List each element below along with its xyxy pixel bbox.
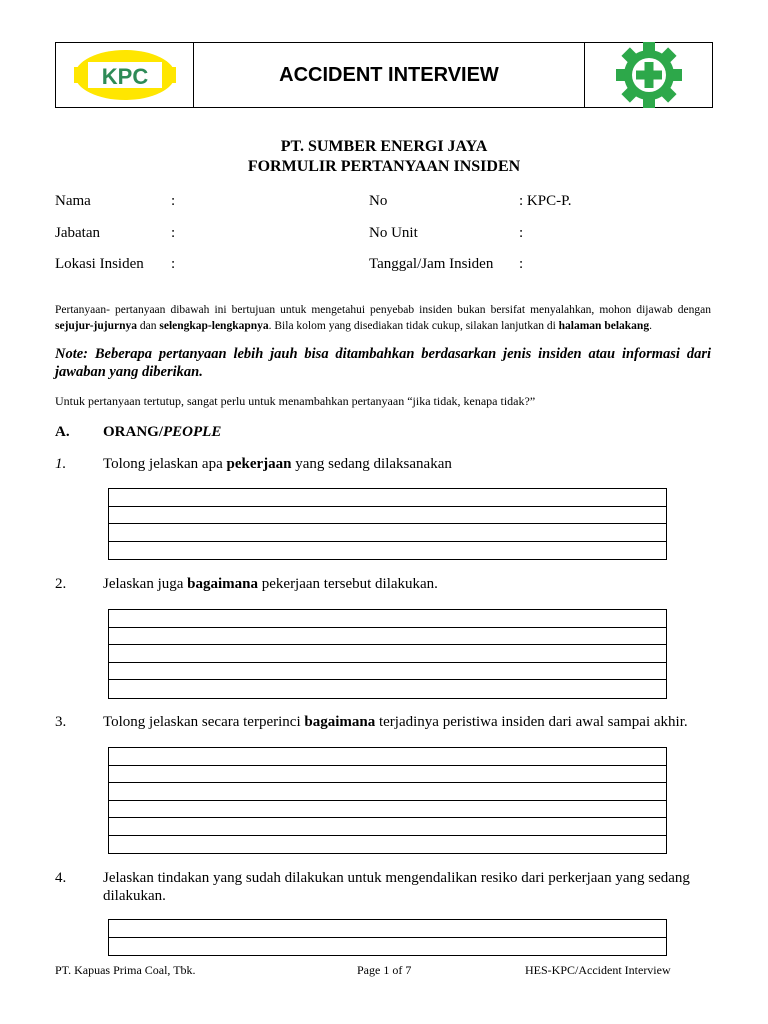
answer-line[interactable] xyxy=(109,628,666,646)
answer-line[interactable] xyxy=(109,801,666,819)
answer-box-3[interactable] xyxy=(108,747,667,854)
note-paragraph: Note: Beberapa pertanyaan lebih jauh bisa ditambahkan berdasarkan jenis insiden atau informasi dari jawaban yang diberikan. xyxy=(55,346,711,380)
question-3-post: terjadinya peristiwa insiden dari awal sampai akhir. xyxy=(375,714,688,730)
field-no-unit-label: No Unit xyxy=(369,225,418,241)
intro-text-2: dan xyxy=(137,320,160,332)
field-nama-sep: : xyxy=(171,193,176,209)
answer-line[interactable] xyxy=(109,766,666,784)
question-2-text xyxy=(103,575,711,593)
document-title: ACCIDENT INTERVIEW xyxy=(194,43,585,107)
answer-line[interactable] xyxy=(109,783,666,801)
answer-line[interactable] xyxy=(109,836,666,854)
safety-cross-gear-icon xyxy=(615,41,683,109)
question-4-text: Jelaskan tindakan yang sudah dilakukan untuk mengendalikan resiko dari perkerjaan yang sedang dilakukan. xyxy=(103,870,690,904)
answer-line[interactable] xyxy=(109,645,666,663)
logo-text: KPC xyxy=(101,64,148,89)
document-header xyxy=(55,42,713,108)
answer-line[interactable] xyxy=(109,489,666,507)
intro-bold-3: halaman belakang xyxy=(558,320,650,332)
field-tanggal-sep: : xyxy=(519,256,524,272)
question-3-bold: bagaimana xyxy=(304,714,376,730)
intro-text-1: Pertanyaan- pertanyaan dibawah ini bertujuan untuk mengetahui penyebab insiden bukan bersifat menyalahkan, mohon dijawab dengan xyxy=(55,304,711,316)
intro-text-4: . xyxy=(649,320,652,332)
question-2-number: 2. xyxy=(55,576,67,592)
intro-bold-1: sejujur-jujurnya xyxy=(55,320,137,332)
safety-cell xyxy=(585,43,712,107)
footer-doc-code: HES-KPC/Accident Interview xyxy=(525,963,671,977)
answer-line[interactable] xyxy=(109,920,666,938)
closed-question-hint: Untuk pertanyaan tertutup, sangat perlu untuk menambahkan pertanyaan “jika tidak, kenapa tidak?” xyxy=(55,394,536,408)
form-title: FORMULIR PERTANYAAN INSIDEN xyxy=(247,158,521,175)
section-letter: A. xyxy=(55,424,70,440)
section-title-text: ORANG/ xyxy=(103,424,163,440)
field-nama-label: Nama xyxy=(55,193,91,209)
section-title xyxy=(103,424,221,441)
question-3-pre: Tolong jelaskan secara terperinci xyxy=(103,714,305,730)
answer-line[interactable] xyxy=(109,610,666,628)
answer-line[interactable] xyxy=(109,663,666,681)
question-2-pre: Jelaskan juga xyxy=(103,576,188,592)
answer-line[interactable] xyxy=(109,818,666,836)
answer-line[interactable] xyxy=(109,542,666,560)
field-no-unit-sep: : xyxy=(519,225,524,241)
company-heading xyxy=(0,137,768,177)
field-jabatan-sep: : xyxy=(171,225,176,241)
kpc-logo xyxy=(74,49,176,101)
intro-paragraph xyxy=(55,302,711,334)
footer-company: PT. Kapuas Prima Coal, Tbk. xyxy=(55,963,196,977)
field-no-value: : KPC-P. xyxy=(519,193,572,209)
field-tanggal-label: Tanggal/Jam Insiden xyxy=(369,256,494,272)
answer-line[interactable] xyxy=(109,680,666,698)
question-3-text xyxy=(103,713,711,731)
question-1-bold: pekerjaan xyxy=(226,456,292,472)
field-jabatan-label: Jabatan xyxy=(55,225,100,241)
question-4-number: 4. xyxy=(55,870,67,886)
field-no-label: No xyxy=(369,193,388,209)
logo-cell xyxy=(56,43,194,107)
question-2-bold: bagaimana xyxy=(187,576,258,592)
field-lokasi-sep: : xyxy=(171,256,176,272)
question-3-number: 3. xyxy=(55,714,67,730)
answer-box-4[interactable] xyxy=(108,919,667,956)
question-2-post: pekerjaan tersebut dilakukan. xyxy=(258,576,438,592)
question-1-post: yang sedang dilaksanakan xyxy=(291,456,452,472)
answer-box-2[interactable] xyxy=(108,609,667,699)
section-title-italic: PEOPLE xyxy=(163,424,222,440)
field-lokasi-label: Lokasi Insiden xyxy=(55,256,144,272)
footer-page-number: Page 1 of 7 xyxy=(357,963,412,977)
intro-text-3: . Bila kolom yang disediakan tidak cukup, silakan lanjutkan di xyxy=(268,320,559,332)
question-1-text xyxy=(103,455,711,473)
answer-box-1[interactable] xyxy=(108,488,667,560)
answer-line[interactable] xyxy=(109,938,666,956)
answer-line[interactable] xyxy=(109,748,666,766)
answer-line[interactable] xyxy=(109,507,666,525)
question-1-pre: Tolong jelaskan apa xyxy=(103,456,227,472)
intro-bold-2: selengkap-lengkapnya xyxy=(159,320,269,332)
answer-line[interactable] xyxy=(109,524,666,542)
question-1-number: 1. xyxy=(55,456,67,472)
company-name: PT. SUMBER ENERGI JAYA xyxy=(280,138,488,155)
